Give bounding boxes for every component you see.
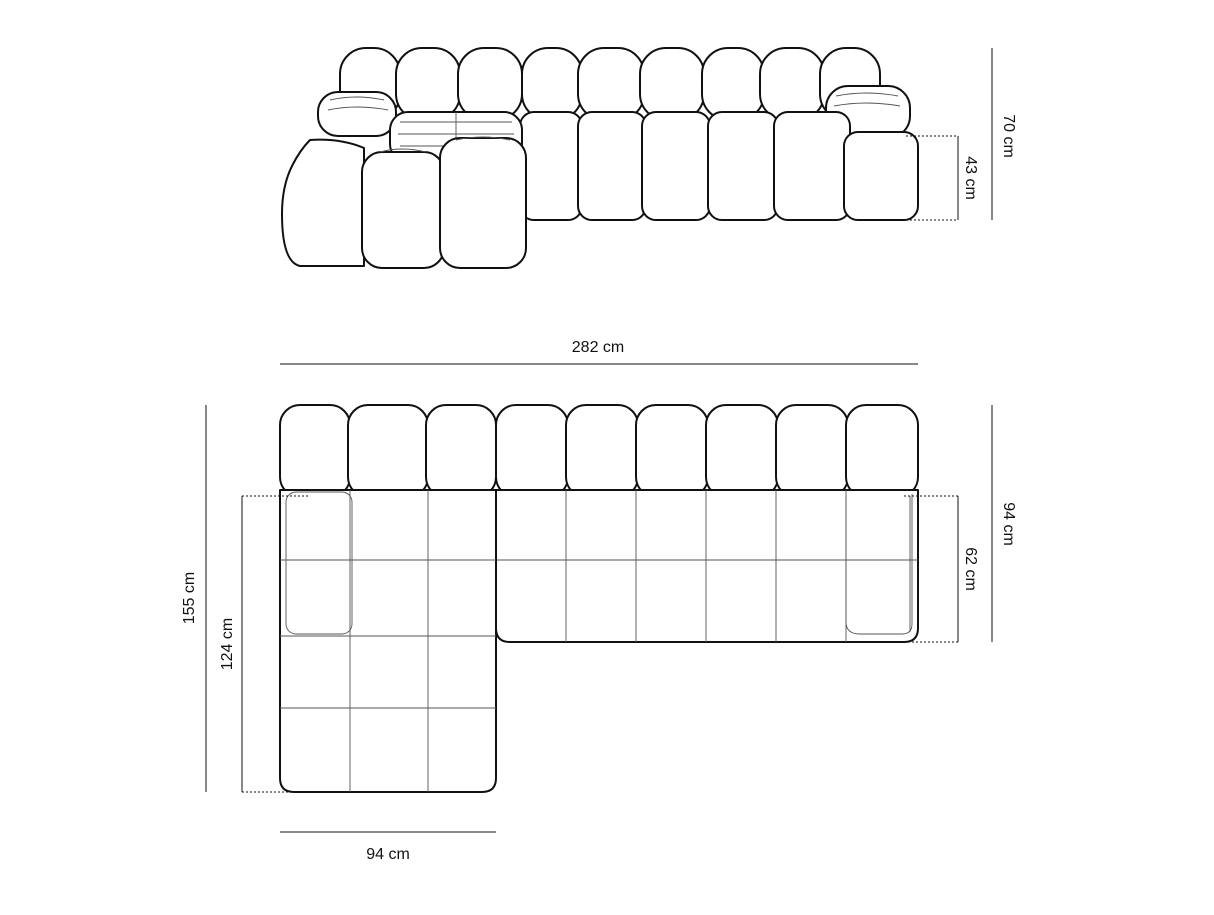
label-top-seat-height: 43 cm	[962, 156, 979, 200]
front-back-cushion	[578, 48, 644, 120]
front-back-cushion	[702, 48, 764, 120]
front-seat-cushion	[642, 112, 710, 220]
front-back-cushion	[640, 48, 704, 120]
front-seat-cushion	[844, 132, 918, 220]
front-left-armrest	[318, 92, 396, 136]
front-seat-cushion	[578, 112, 646, 220]
front-chaise-cushions	[282, 112, 526, 268]
label-top-height: 70 cm	[1000, 114, 1017, 158]
front-back-cushion	[760, 48, 824, 120]
plan-back-cushion	[566, 405, 638, 497]
front-seat-cushion	[520, 112, 582, 220]
label-plan-depth-chaise: 124 cm	[219, 617, 236, 671]
plan-back-cushion	[348, 405, 428, 497]
front-seat-cushion	[774, 112, 850, 220]
front-chaise-cushion	[440, 138, 526, 268]
front-view	[282, 48, 1017, 268]
front-back-cushion	[522, 48, 582, 120]
plan-chaise	[280, 490, 496, 792]
plan-back-cushion	[776, 405, 848, 497]
front-chaise-side	[282, 140, 364, 266]
label-chaise-width: 94 cm	[366, 846, 410, 863]
front-back-cushion	[396, 48, 460, 120]
plan-view	[181, 339, 1017, 863]
plan-back-cushion	[636, 405, 708, 497]
front-back-cushions	[340, 48, 880, 120]
label-plan-depth-total: 155 cm	[181, 571, 198, 625]
label-plan-depth-main: 94 cm	[1000, 502, 1017, 546]
label-plan-seat-depth: 62 cm	[962, 547, 979, 591]
plan-back-cushion	[496, 405, 568, 497]
plan-back-cushion	[846, 405, 918, 497]
plan-back-cushion	[426, 405, 496, 497]
plan-back-cushion	[706, 405, 778, 497]
plan-back-cushion	[280, 405, 350, 497]
front-seat-cushion	[708, 112, 778, 220]
plan-back-cushions	[280, 405, 918, 497]
plan-main-seat	[496, 490, 918, 642]
front-chaise-cushion	[362, 152, 444, 268]
front-back-cushion	[458, 48, 522, 120]
label-plan-width: 282 cm	[571, 339, 625, 356]
